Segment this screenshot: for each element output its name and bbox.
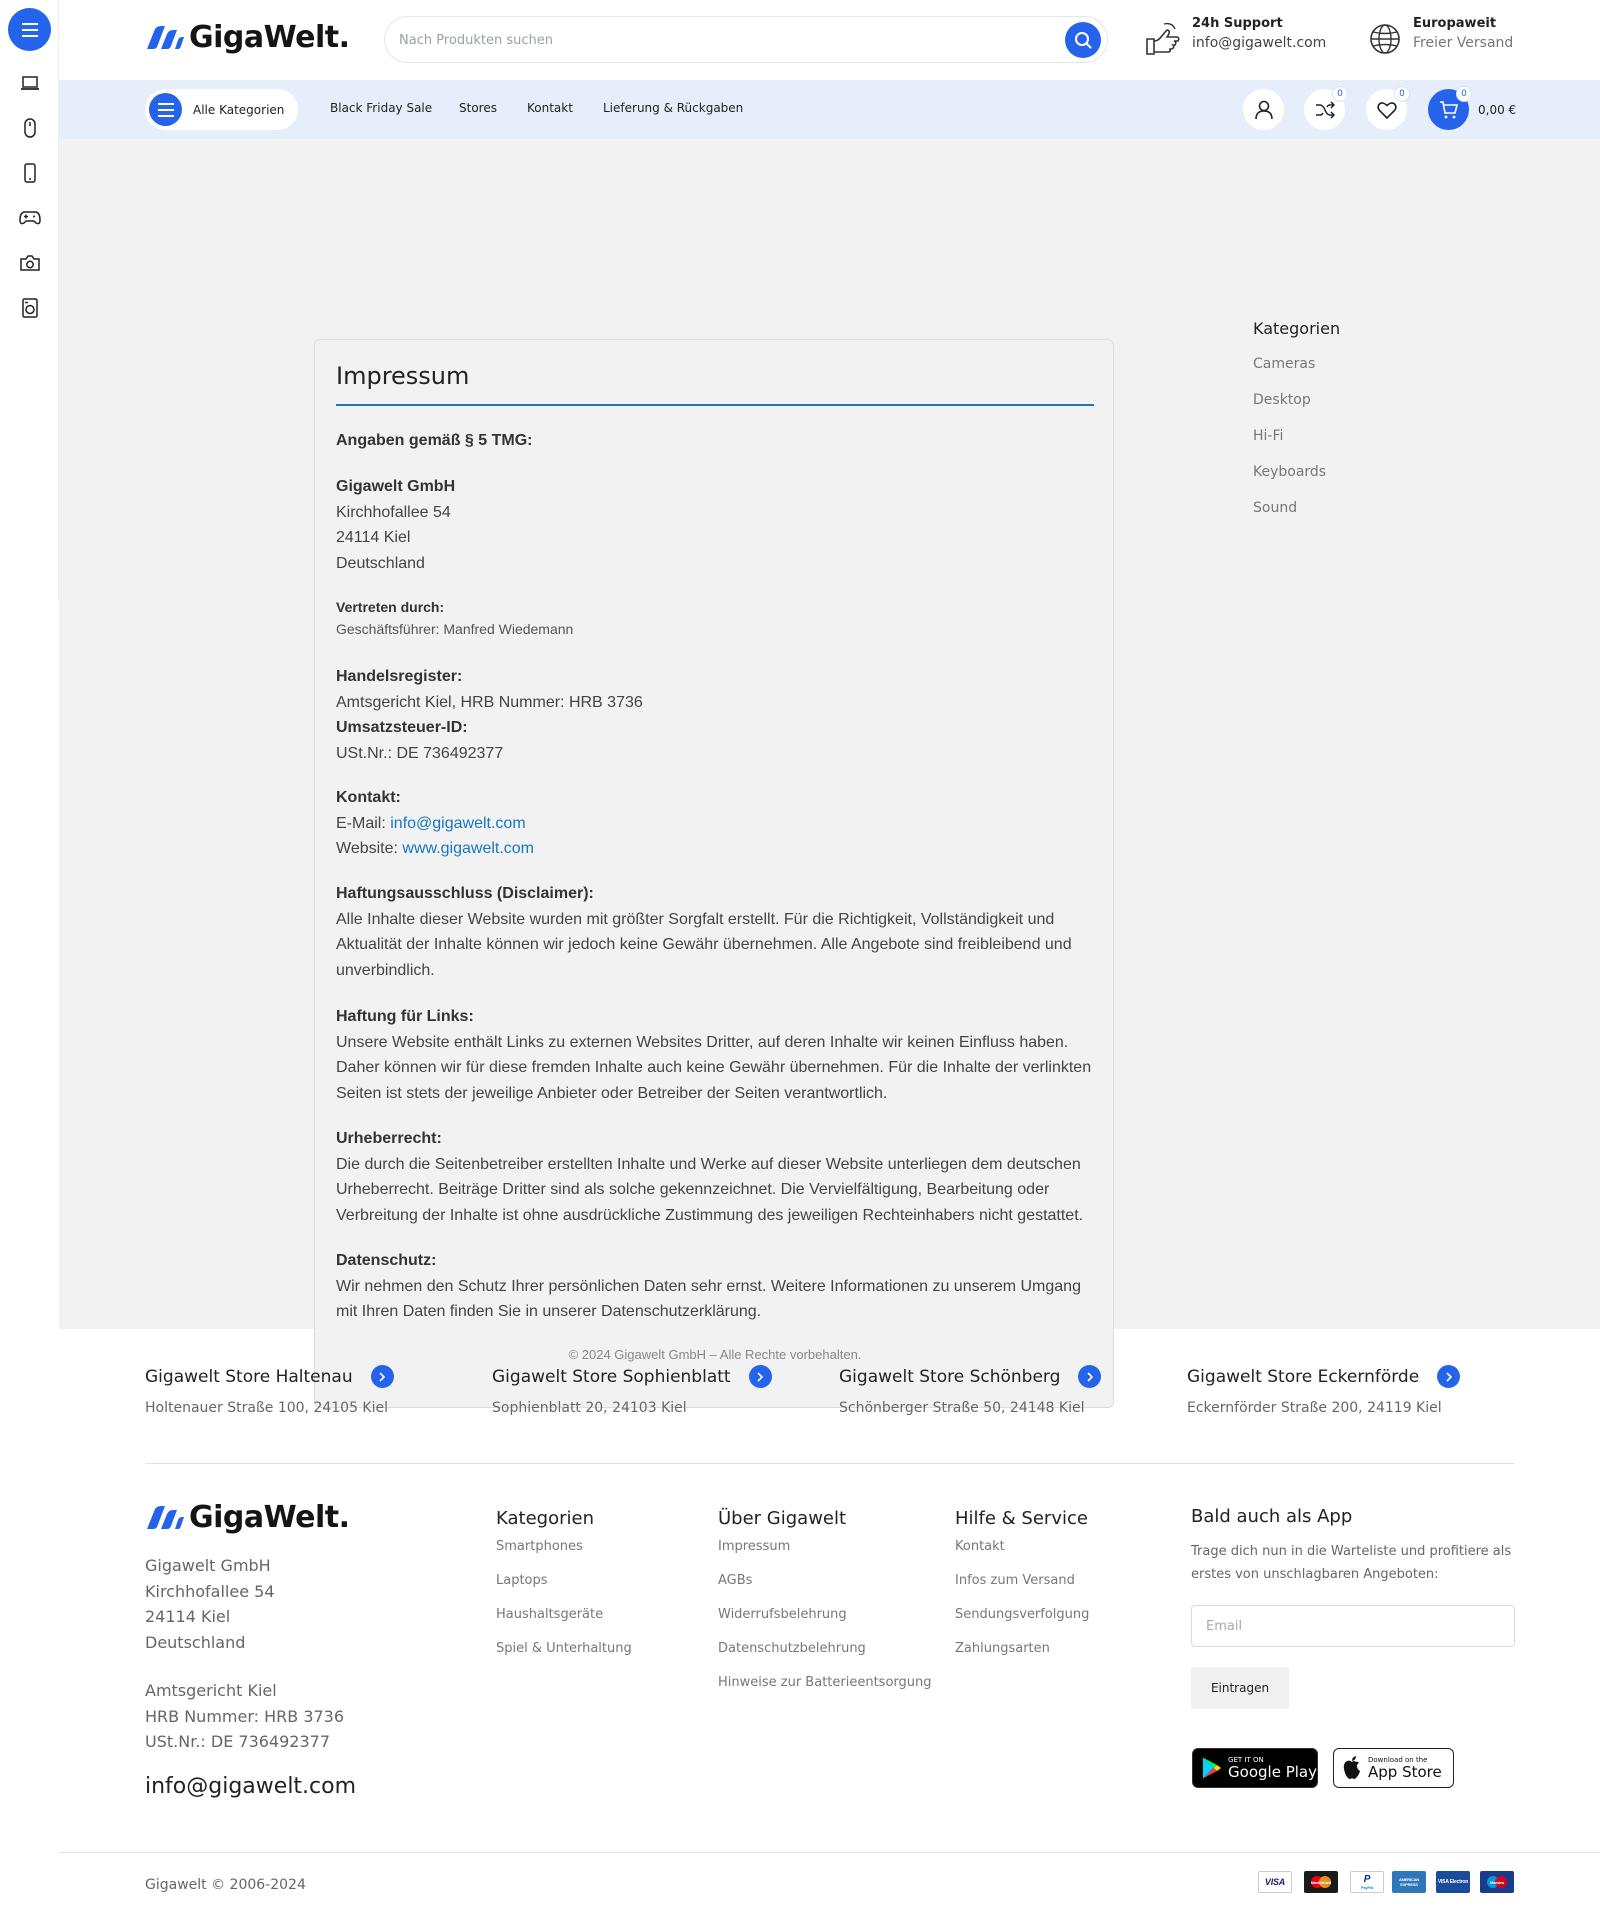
footer-column-title: Hilfe & Service bbox=[955, 1508, 1088, 1529]
footer-column-title: Über Gigawelt bbox=[718, 1508, 847, 1529]
main-content bbox=[59, 139, 1600, 1362]
rail-cameras[interactable] bbox=[19, 252, 41, 274]
compare-button[interactable] bbox=[1304, 89, 1345, 130]
register-section bbox=[336, 664, 1096, 766]
footer-link[interactable]: Spiel & Unterhaltung bbox=[496, 1641, 632, 1656]
menu-icon bbox=[22, 23, 38, 37]
contact-section: Kontakt: E-Mail: info@gigawelt.com Website: www.gigawelt.com bbox=[336, 789, 535, 857]
logo-text: GigaWelt. bbox=[189, 20, 350, 55]
footer-link[interactable]: Sendungsverfolgung bbox=[955, 1607, 1090, 1622]
contact-email-link[interactable]: info@gigawelt.com bbox=[390, 814, 526, 832]
footer-column-hilfe bbox=[955, 1508, 1089, 1675]
disclaimer-label: Haftungsausschluss (Disclaimer): bbox=[336, 885, 594, 902]
support-email[interactable]: info@gigawelt.com bbox=[1192, 35, 1327, 51]
app-store-badge[interactable] bbox=[1333, 1748, 1454, 1788]
footer-link[interactable]: Widerrufsbelehrung bbox=[718, 1607, 847, 1622]
all-categories-button[interactable] bbox=[145, 89, 298, 130]
contact-website-link[interactable]: www.gigawelt.com bbox=[402, 840, 535, 857]
heart-icon bbox=[1377, 101, 1397, 119]
nav-link-black-friday[interactable]: Black Friday Sale bbox=[330, 101, 433, 115]
copyright-label: Urheberrecht: bbox=[336, 1130, 442, 1147]
rail-appliances[interactable] bbox=[19, 297, 41, 319]
footer-column-title: Kategorien bbox=[496, 1508, 594, 1529]
intro-heading: Angaben gemäß § 5 TMG: bbox=[336, 432, 533, 449]
footer-link[interactable]: Haushaltsgeräte bbox=[496, 1607, 604, 1622]
store-name: Gigawelt Store Sophienblatt bbox=[492, 1366, 731, 1387]
store-card[interactable] bbox=[492, 1365, 772, 1416]
copyright-text: Die durch die Seitenbetreiber erstellten Inhalte und Werke auf dieser Website unterliegen dem deutschen Urheberrecht. Beiträge Dritter sind als solche gekennzeichnet. Die Vervielfältigung, Bearbeitung oder Verbreitung der Inhalte ist ohne ausdrückliche Zustimmung des jeweiligen Rechteinhabers nicht gestattet. bbox=[336, 1155, 1084, 1224]
chevron-right-icon[interactable] bbox=[371, 1365, 394, 1388]
rail-laptops[interactable] bbox=[19, 72, 41, 94]
shuffle-icon bbox=[1315, 101, 1335, 119]
footer-link[interactable]: Datenschutzbelehrung bbox=[718, 1641, 866, 1656]
disclaimer-section bbox=[336, 881, 1096, 983]
register-label: Handelsregister: bbox=[336, 668, 463, 685]
shipping-title: Europaweit bbox=[1413, 16, 1497, 31]
site-logo[interactable] bbox=[145, 20, 350, 55]
search-icon bbox=[1074, 31, 1092, 49]
sidebar-title: Kategorien bbox=[1253, 319, 1341, 338]
footer-link[interactable]: AGBs bbox=[718, 1573, 753, 1588]
footer-link[interactable]: Laptops bbox=[496, 1573, 548, 1588]
search-bar bbox=[384, 16, 1108, 63]
company-street: Kirchhofallee 54 bbox=[336, 503, 451, 521]
represented-section bbox=[336, 596, 1096, 640]
store-address: Sophienblatt 20, 24103 Kiel bbox=[492, 1400, 687, 1416]
store-name: Gigawelt Store Schönberg bbox=[839, 1366, 1061, 1387]
impressum-footer-note: © 2024 Gigawelt GmbH – Alle Rechte vorbehalten. bbox=[568, 1347, 862, 1362]
links-liability-section bbox=[336, 1004, 1096, 1106]
store-card[interactable] bbox=[1187, 1365, 1460, 1416]
footer-link[interactable]: Infos zum Versand bbox=[955, 1573, 1075, 1588]
apple-icon bbox=[1342, 1756, 1362, 1780]
privacy-section bbox=[336, 1248, 1096, 1325]
nav-link-lieferung[interactable]: Lieferung & Rückgaben bbox=[603, 101, 744, 115]
sidebar-item-hifi[interactable]: Hi-Fi bbox=[1253, 428, 1284, 444]
support-hand-icon bbox=[1144, 21, 1182, 57]
footer-register: Amtsgericht Kiel HRB Nummer: HRB 3736 USt.Nr.: DE 736492377 bbox=[145, 1681, 345, 1751]
visa-payment-icon: VISA bbox=[1258, 1871, 1292, 1893]
support-title: 24h Support bbox=[1192, 16, 1283, 31]
privacy-label: Datenschutz: bbox=[336, 1252, 437, 1269]
contact-label: Kontakt: bbox=[336, 789, 401, 806]
logo-text: GigaWelt. bbox=[189, 1500, 350, 1535]
maestro-payment-icon: Maestro bbox=[1480, 1871, 1514, 1893]
sidebar-item-cameras[interactable]: Cameras bbox=[1253, 356, 1316, 372]
sidebar-item-sound[interactable]: Sound bbox=[1253, 500, 1298, 516]
footer-link[interactable]: Impressum bbox=[718, 1539, 791, 1554]
disclaimer-text: Alle Inhalte dieser Website wurden mit größter Sorgfalt erstellt. Für die Richtigkeit, Vollständigkeit und Aktualität der Inhalte können wir jedoch keine Gewähr übernehmen. Alle Angebote sind freibleibend und unverbindlich. bbox=[336, 910, 1072, 979]
store-address: Schönberger Straße 50, 24148 Kiel bbox=[839, 1400, 1085, 1416]
amex-payment-icon: AMERICAN EXPRESS bbox=[1392, 1871, 1426, 1893]
sidebar-item-desktop[interactable]: Desktop bbox=[1253, 392, 1311, 408]
hamburger-icon bbox=[149, 93, 182, 126]
cart-icon bbox=[1439, 101, 1459, 119]
footer-link[interactable]: Hinweise zur Batterieentsorgung bbox=[718, 1675, 932, 1690]
footer-link[interactable]: Kontakt bbox=[955, 1539, 1005, 1554]
footer-link[interactable]: Zahlungsarten bbox=[955, 1641, 1050, 1656]
store-name: Gigawelt Store Haltenau bbox=[145, 1366, 353, 1387]
cart-count-badge: 0 bbox=[1456, 86, 1472, 102]
gamepad-icon bbox=[19, 210, 41, 226]
cart-total[interactable]: 0,00 € bbox=[1478, 103, 1517, 117]
footer-copyright: Gigawelt © 2006-2024 bbox=[145, 1877, 306, 1893]
chevron-right-icon[interactable] bbox=[1437, 1365, 1460, 1388]
user-icon bbox=[1254, 100, 1274, 120]
logo-mark-icon bbox=[145, 1505, 185, 1531]
links-label: Haftung für Links: bbox=[336, 1008, 474, 1025]
app-store-big-text: App Store bbox=[1368, 1763, 1442, 1781]
vat-label: Umsatzsteuer-ID: bbox=[336, 719, 468, 736]
mouse-icon bbox=[23, 118, 37, 138]
divider bbox=[145, 1463, 1515, 1464]
logo-mark-icon bbox=[145, 25, 185, 51]
site-header bbox=[0, 0, 1600, 80]
rail-menu-button[interactable] bbox=[8, 8, 51, 51]
rail-accessories[interactable] bbox=[19, 117, 41, 139]
copyright-section bbox=[336, 1126, 1096, 1228]
company-name: Gigawelt GmbH bbox=[336, 478, 456, 495]
footer-email[interactable]: info@gigawelt.com bbox=[145, 1774, 357, 1799]
divider bbox=[59, 1852, 1600, 1853]
compare-count-badge: 0 bbox=[1332, 86, 1348, 102]
paypal-payment-icon: P PayPal bbox=[1350, 1871, 1384, 1893]
smartphone-icon bbox=[23, 163, 37, 183]
category-rail bbox=[0, 0, 59, 600]
google-play-small-text: GET IT ON bbox=[1228, 1756, 1264, 1764]
privacy-text: Wir nehmen den Schutz Ihrer persönlichen Daten sehr ernst. Weitere Informationen zu unserem Umgang mit Ihren Daten finden Sie in unserer Datenschutzerklärung. bbox=[336, 1277, 1081, 1320]
footer-logo[interactable] bbox=[145, 1500, 350, 1535]
app-description: Trage dich nun in die Warteliste und profitiere als erstes von unschlagbaren Angeboten: bbox=[1191, 1544, 1512, 1582]
nav-link-kontakt[interactable]: Kontakt bbox=[527, 101, 573, 115]
globe-icon bbox=[1367, 21, 1403, 57]
footer-address: Gigawelt GmbH Kirchhofallee 54 24114 Kiel Deutschland bbox=[145, 1556, 275, 1652]
visa-electron-payment-icon: VISA Electron bbox=[1436, 1871, 1470, 1893]
rail-smartphones[interactable] bbox=[19, 162, 41, 184]
mastercard-payment-icon: MasterCard bbox=[1304, 1871, 1338, 1893]
search-input[interactable] bbox=[399, 27, 1019, 53]
impressum-card bbox=[314, 339, 1114, 1408]
page-title: Impressum bbox=[336, 362, 470, 390]
links-text: Unsere Website enthält Links zu externen Websites Dritter, auf deren Inhalte wir keinen Einfluss haben. Daher können wir für diese fremden Inhalte auch keine Gewähr übernehmen. Für die Inhalte der verlinkten Seiten ist stets der jeweilige Anbieter oder Betreiber der Seiten verantwortlich. bbox=[336, 1033, 1092, 1102]
washing-machine-icon bbox=[22, 298, 38, 318]
app-store-small-text: Download on the bbox=[1368, 1756, 1428, 1764]
nav-link-stores[interactable]: Stores bbox=[459, 101, 497, 115]
app-title: Bald auch als App bbox=[1191, 1506, 1353, 1527]
category-sidebar bbox=[1253, 319, 1340, 536]
title-divider bbox=[336, 404, 1094, 406]
represented-label: Vertreten durch: bbox=[336, 599, 445, 615]
store-card[interactable] bbox=[839, 1365, 1101, 1416]
vat-value: USt.Nr.: DE 736492377 bbox=[336, 744, 504, 762]
store-address: Eckernförder Straße 200, 24119 Kiel bbox=[1187, 1400, 1442, 1416]
store-address: Holtenauer Straße 100, 24105 Kiel bbox=[145, 1400, 389, 1416]
all-categories-label: Alle Kategorien bbox=[193, 102, 285, 117]
wishlist-count-badge: 0 bbox=[1394, 86, 1410, 102]
store-name: Gigawelt Store Eckernförde bbox=[1187, 1366, 1420, 1387]
store-card[interactable] bbox=[145, 1365, 394, 1416]
company-address bbox=[336, 474, 1096, 576]
rail-gaming[interactable] bbox=[19, 207, 41, 229]
shipping-info bbox=[1413, 16, 1513, 51]
support-info bbox=[1192, 16, 1326, 51]
camera-icon bbox=[20, 255, 40, 271]
company-city: 24114 Kiel bbox=[336, 529, 411, 546]
wishlist-button[interactable] bbox=[1366, 89, 1407, 130]
laptop-icon bbox=[20, 75, 40, 91]
newsletter-email-input[interactable] bbox=[1191, 1605, 1515, 1647]
footer-column-kategorien bbox=[496, 1508, 632, 1675]
register-value: Amtsgericht Kiel, HRB Nummer: HRB 3736 bbox=[336, 693, 643, 711]
google-play-badge[interactable] bbox=[1192, 1748, 1318, 1788]
newsletter-submit-button[interactable]: Eintragen bbox=[1191, 1667, 1289, 1709]
footer-link[interactable]: Smartphones bbox=[496, 1539, 583, 1554]
represented-value: Geschäftsführer: Manfred Wiedemann bbox=[336, 621, 574, 637]
account-button[interactable] bbox=[1243, 89, 1284, 130]
google-play-big-text: Google Play bbox=[1228, 1763, 1317, 1781]
cart-button[interactable] bbox=[1428, 89, 1469, 130]
chevron-right-icon[interactable] bbox=[1078, 1365, 1101, 1388]
google-play-icon bbox=[1201, 1756, 1222, 1780]
chevron-right-icon[interactable] bbox=[749, 1365, 772, 1388]
main-nav bbox=[0, 80, 1600, 139]
footer-column-ueber bbox=[718, 1508, 932, 1709]
company-country: Deutschland bbox=[336, 554, 425, 572]
search-button[interactable] bbox=[1065, 22, 1101, 58]
sidebar-item-keyboards[interactable]: Keyboards bbox=[1253, 464, 1327, 480]
shipping-subtitle: Freier Versand bbox=[1413, 35, 1514, 51]
